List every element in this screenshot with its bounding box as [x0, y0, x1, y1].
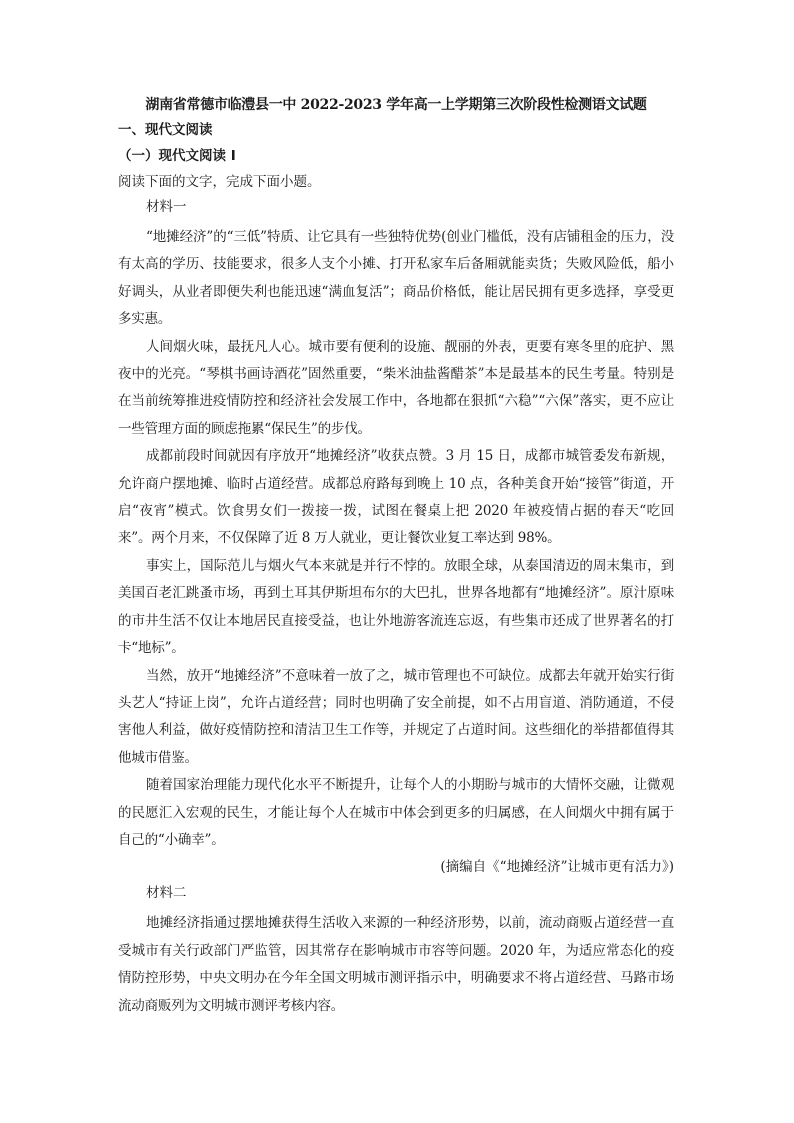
material-one-paragraph-3: 成都前段时间就因有序放开“地摊经济”收获点赞。3 月 15 日，成都市城管委发布新规，允许商户摆地摊、临时占道经营。成都总府路每到晚上 10 点，各种美食开始“接管”街道，开启“夜宵”模式。饮食男女们一拨接一拨，试图在餐桌上把 2020 年被疫情占据的春天“吃回来”。两个月来，不仅保障了近 8 万人就业，更让餐饮业复工率达到 98%。 [118, 448, 674, 547]
document-content [118, 95, 674, 1020]
material-one-paragraph-4: 事实上，国际范儿与烟火气本来就是并行不悖的。放眼全球，从泰国清迈的周末集市，到美国百老汇跳蚤市场，再到土耳其伊斯坦布尔的大巴扎，世界各地都有“地摊经济”。原汁原味的市井生活不仅让本地居民直接受益，也让外地游客流连忘返，有些集市还成了世界著名的打卡“地标”。 [118, 557, 674, 657]
material-one-source: (摘编自《“地摊经济”让城市更有活力》) [440, 859, 674, 876]
material-two-paragraph-1: 地摊经济指通过摆地摊获得生活收入来源的一种经济形势，以前，流动商贩占道经营一直受城市有关行政部门严监管，因其常存在影响城市市容等问题。2020 年，为适应常态化的疫情防控形势，中央文明办在今年全国文明城市测评指示中，明确要求不将占道经营、马路市场流动商贩列为文明城市测评考核内容。 [118, 915, 674, 1014]
material-one-label: 材料一 [146, 199, 187, 215]
material-one-paragraph-6: 随着国家治理能力现代化水平不断提升，让每个人的小期盼与城市的大情怀交融，让微观的民愿汇入宏观的民生，才能让每个人在城市中体会到更多的归属感，在人间烟火中拥有属于自己的“小确幸”。 [118, 777, 674, 848]
material-one-paragraph-5: 当然，放开“地摊经济”不意味着一放了之，城市管理也不可缺位。成都去年就开始实行街头艺人“持证上岗”，允许占道经营；同时也明确了安全前提，如不占用盲道、消防通道，不侵害他人利益，做好疫情防控和清洁卫生工作等，并规定了占道时间。这些细化的举措都值得其他城市借鉴。 [118, 667, 674, 766]
section-heading: 一、现代文阅读 [118, 122, 213, 138]
instruction-text: 阅读下面的文字，完成下面小题。 [118, 174, 321, 190]
document-title: 湖南省常德市临澧县一中 2022-2023 学年高一上学期第三次阶段性检测语文试题 [145, 97, 647, 113]
material-two-label: 材料二 [146, 885, 187, 902]
sub-heading: （一）现代文阅读 I [118, 148, 236, 164]
material-one-paragraph-2: 人间烟火味，最抚凡人心。城市要有便利的设施、靓丽的外表，更要有寒冬里的庇护、黑夜中的光亮。“琴棋书画诗酒花”固然重要，“柴米油盐酱醋茶”本是最基本的民生考量。特别是在当前统筹推进疫情防控和经济社会发展工作中，各地都在狠抓“六稳”“六保”落实，更不应让一些管理方面的顾虑拖累“保民生”的步伐。 [118, 338, 674, 437]
material-one-paragraph-1: “地摊经济”的“三低”特质、让它具有一些独特优势(创业门槛低，没有店铺租金的压力，没有太高的学历、技能要求，很多人支个小摊、打开私家车后备厢就能卖货；失败风险低，船小好调头，从业者即便失利也能迅速“满血复活”；商品价格低，能让居民拥有更多选择，享受更多实惠。 [118, 229, 674, 328]
